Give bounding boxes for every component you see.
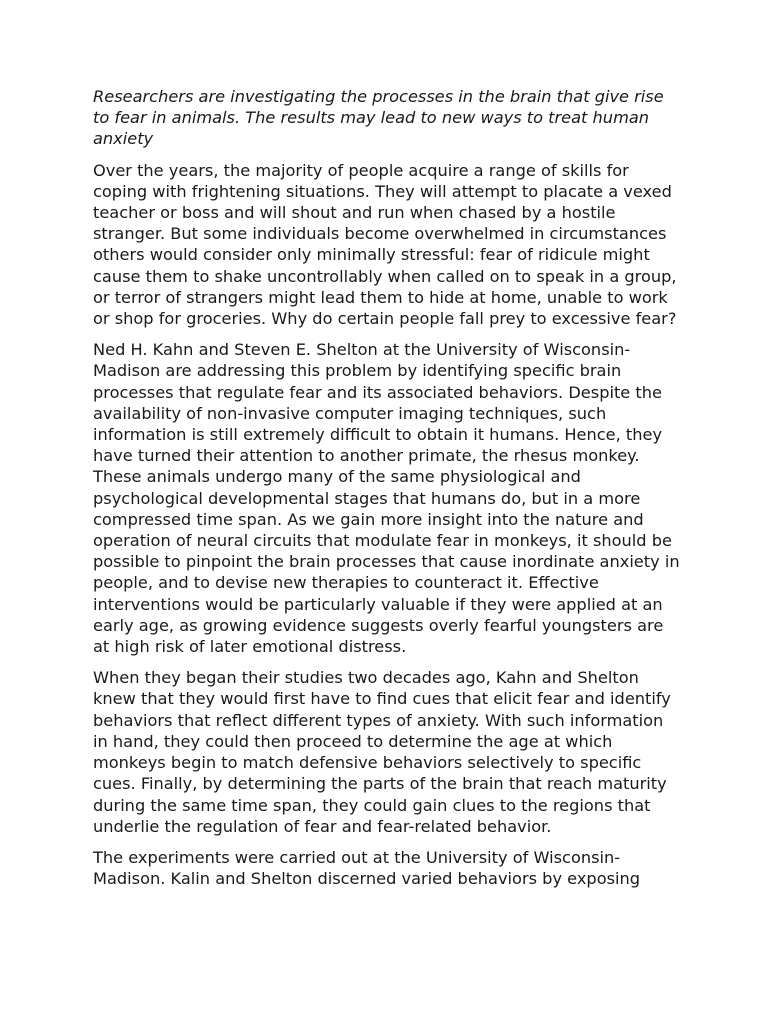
document-body — [93, 86, 683, 899]
body-paragraph-4: The experiments were carried out at the University of Wisconsin-Madison. Kalin and Shelton discerned varied behaviors by exposing — [93, 847, 641, 889]
body-paragraph-2: Ned H. Kahn and Steven E. Shelton at the University of Wisconsin-Madison are addressing this problem by identifying specific brain processes that regulate fear and its associated behaviors. Despite the availability of non-invasive computer imaging techniques, such information is still extremely difficult to obtain it humans. Hence, they have turned their attention to another primate, the rhesus monkey. These animals undergo many of the same physiological and psychological developmental stages that humans do, but in a more compressed time span. As we gain more insight into the nature and operation of neural circuits that modulate fear in monkeys, it should be possible to pinpoint the brain processes that cause inordinate anxiety in people, and to devise new therapies to counteract it. Effective interventions would be particularly valuable if they were applied at an early age, as growing evidence suggests overly fearful youngsters are at high risk of later emotional distress. — [93, 340, 680, 657]
body-paragraph-3: When they began their studies two decades ago, Kahn and Shelton knew that they would first have to find cues that elicit fear and identify behaviors that reflect different types of anxiety. With such information in hand, they could then proceed to determine the age at which monkeys begin to match defensive behaviors selectively to specific cues. Finally, by determining the parts of the brain that reach maturity during the same time span, they could gain clues to the regions that underlie the regulation of fear and fear-related behavior. — [93, 668, 671, 836]
body-paragraph-1: Over the years, the majority of people acquire a range of skills for coping with frightening situations. They will attempt to placate a vexed teacher or boss and will shout and run when chased by a hostile stranger. But some individuals become overwhelmed in circumstances others would consider only minimally stressful: fear of ridicule might cause them to shake uncontrollably when called on to speak in a group, or terror of strangers might lead them to hide at home, unable to work or shop for groceries. Why do certain people fall prey to excessive fear? — [93, 160, 677, 329]
intro-paragraph: Researchers are investigating the processes in the brain that give rise to fear in animals. The results may lead to new ways to treat human anxiety — [93, 87, 664, 149]
